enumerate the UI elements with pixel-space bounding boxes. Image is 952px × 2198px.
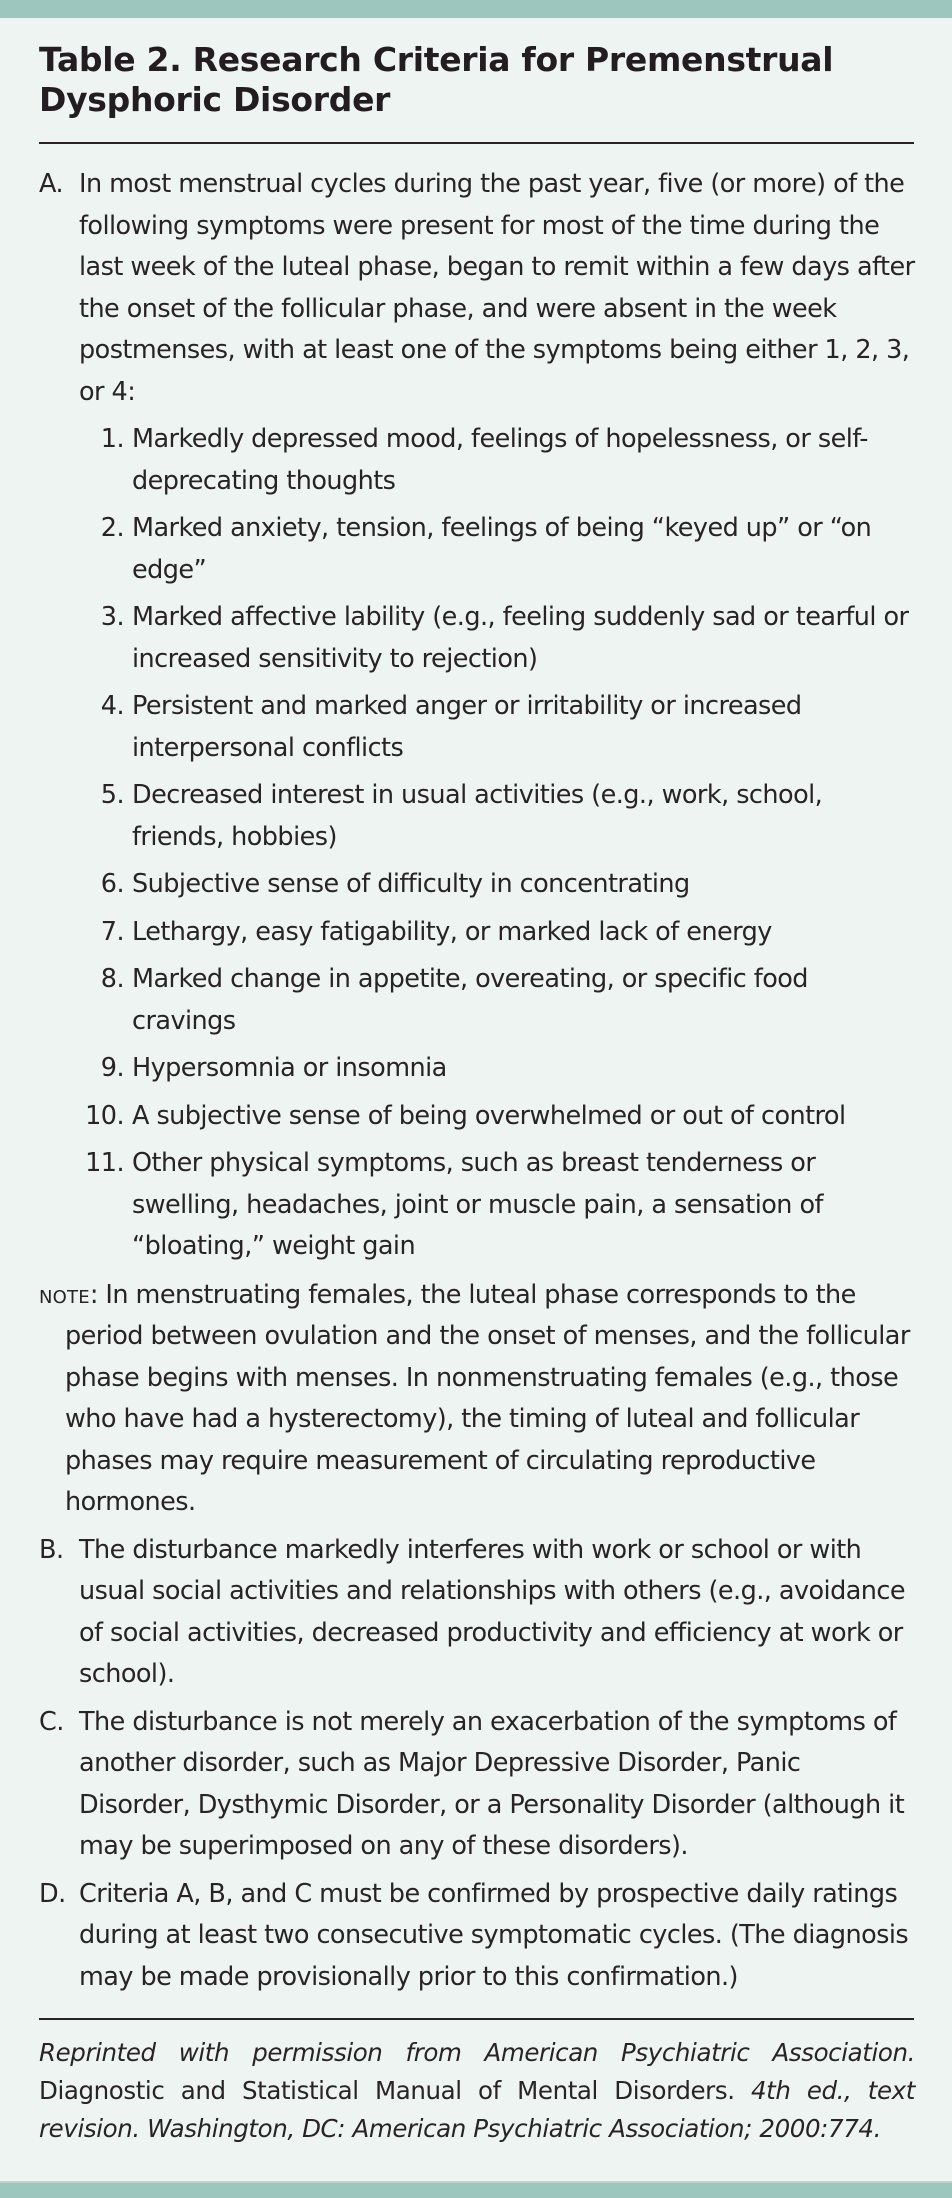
table-panel: [39, 40, 915, 2148]
symptom-item: [39, 419, 915, 502]
symptom-item: [39, 864, 915, 906]
symptom-item: [39, 597, 915, 680]
citation-reprint-note: Reprinted with permission from American Psychiatric Association.: [39, 2038, 915, 2067]
note-text: In menstruating females, the luteal phase corresponds to the period between ovulation and the onset of menses, and the follicular phase begins with menses. In nonmenstruating females (e.g., those who have had a hysterectomy), the timing of luteal and follicular phases may require measurement of circulating reproductive hormones.: [65, 1279, 910, 1517]
symptom-number: 9.: [100, 1053, 124, 1083]
symptom-item: [39, 1143, 915, 1268]
symptom-item: [39, 1048, 915, 1090]
note-colon: :: [89, 1279, 106, 1310]
symptom-number: 1.: [100, 424, 124, 454]
criterion-text: Criteria A, B, and C must be confirmed by prospective daily ratings during at least two consecutive symptomatic cycles. (The diagnosis may be made provisionally prior to this confirmation.): [79, 1878, 909, 1992]
symptom-number: 11.: [85, 1148, 124, 1178]
symptom-text: Markedly depressed mood, feelings of hopelessness, or self-deprecating thoughts: [132, 424, 868, 496]
symptom-text: Marked anxiety, tension, feelings of being “keyed up” or “on edge”: [132, 513, 872, 585]
symptom-text: Other physical symptoms, such as breast tenderness or swelling, headaches, joint or muscle pain, a sensation of “bloating,” weight gain: [132, 1148, 823, 1261]
note-label: note: [39, 1279, 90, 1309]
criterion-a: [39, 164, 915, 413]
bottom-accent-bar: [0, 2181, 952, 2198]
symptom-item: [39, 959, 915, 1042]
criterion-d: [39, 1874, 915, 1999]
symptom-number: 2.: [100, 513, 124, 543]
criterion-label: B.: [39, 1534, 64, 1565]
symptom-number: 4.: [100, 691, 124, 721]
symptom-text: Subjective sense of difficulty in concentrating: [132, 869, 690, 899]
symptom-item: [39, 1096, 915, 1138]
table-title: Table 2. Research Criteria for Premenstrual Dysphoric Disorder: [39, 40, 834, 119]
criterion-text: The disturbance is not merely an exacerbation of the symptoms of another disorder, such as Major Depressive Disorder, Panic Disorder, Dysthymic Disorder, or a Personality Disorder (although it may be superimposed on any of these disorders).: [79, 1706, 905, 1861]
symptom-item: [39, 912, 915, 954]
symptom-text: Lethargy, easy fatigability, or marked lack of energy: [132, 916, 772, 947]
symptom-text: Persistent and marked anger or irritability or increased interpersonal conflicts: [132, 691, 802, 763]
symptom-text: Marked affective lability (e.g., feeling suddenly sad or tearful or increased sensitivity to rejection): [132, 602, 909, 674]
symptom-number: 10.: [85, 1100, 124, 1131]
symptom-list: [39, 419, 915, 1268]
symptom-number: 6.: [100, 869, 124, 899]
criterion-text: The disturbance markedly interferes with work or school or with usual social activities and relationships with others (e.g., avoidance of social activities, decreased productivity and efficiency at work or school).: [79, 1534, 906, 1689]
citation-publication-details: 4th ed., text revision. Washington, DC: American Psychiatric Association; 2000:774.: [39, 2076, 915, 2143]
criterion-label: D.: [39, 1878, 66, 1909]
symptom-item: [39, 775, 915, 858]
criterion-note: [39, 1274, 915, 1524]
symptom-text: Hypersomnia or insomnia: [132, 1053, 447, 1083]
criterion-label: C.: [39, 1706, 64, 1737]
source-citation: [39, 2034, 915, 2148]
symptom-number: 3.: [100, 602, 124, 632]
symptom-number: 5.: [100, 780, 124, 810]
symptom-text: A subjective sense of being overwhelmed or out of control: [132, 1100, 846, 1131]
criteria-body: [39, 164, 915, 1998]
criterion-text: In most menstrual cycles during the past year, five (or more) of the following symptoms were present for most of the time during the last week of the luteal phase, began to remit within a few days after the onset of the follicular phase, and were absent in the week postmenses, with at least one of the symptoms being either 1, 2, 3, or 4:: [79, 169, 915, 407]
title-divider: [39, 142, 914, 144]
symptom-item: [39, 686, 915, 769]
criterion-label: A.: [39, 169, 64, 199]
symptom-number: 8.: [100, 964, 124, 994]
citation-book-title: Diagnostic and Statistical Manual of Mental Disorders.: [39, 2076, 735, 2105]
symptom-item: [39, 508, 915, 591]
symptom-text: Marked change in appetite, overeating, or specific food cravings: [132, 964, 808, 1036]
symptom-number: 7.: [100, 916, 124, 947]
footer-divider: [39, 2018, 914, 2020]
criterion-c: [39, 1702, 915, 1868]
symptom-text: Decreased interest in usual activities (e.g., work, school, friends, hobbies): [132, 780, 823, 852]
criterion-b: [39, 1530, 915, 1696]
top-accent-bar: [0, 0, 952, 18]
